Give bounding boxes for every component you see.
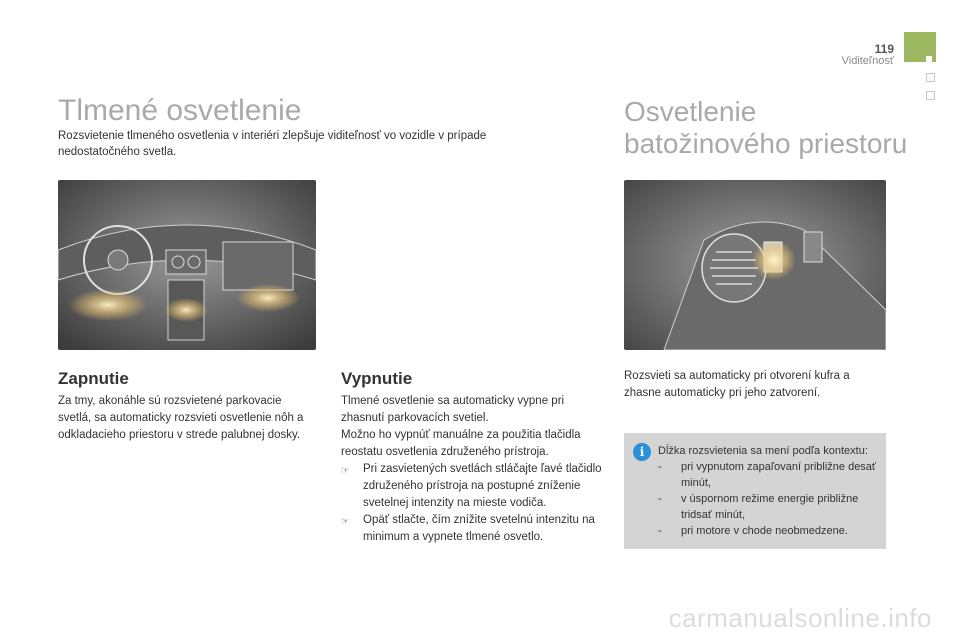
dash-marker: -	[658, 525, 662, 537]
title-line-1: Osvetlenie	[624, 96, 757, 127]
bullet-icon: ☞	[341, 516, 350, 526]
watermark: carmanualsonline.info	[668, 603, 932, 633]
info-content	[658, 443, 882, 539]
zapnutie-text: Za tmy, akonáhle sú rozsvietené parkovacie svetlá, sa automaticky rozsvieti osvetlenie nôh a odkladacieho priestoru v strede palubnej dosky.	[58, 395, 304, 441]
trunk-photo	[624, 180, 886, 350]
info-item-text: v úspornom režime energie približne tridsať minút,	[681, 493, 859, 521]
info-item-text: pri motore v chode neobmedzene.	[681, 525, 848, 537]
chapter-tab-empty-1	[926, 73, 935, 82]
section-title-dimmed-lighting: Tlmené osvetlenie	[58, 94, 302, 127]
interior-dashboard-photo	[58, 180, 316, 350]
list-item	[658, 491, 882, 523]
trunk-illustration	[624, 180, 886, 350]
list-item	[341, 512, 603, 546]
dash-marker: -	[658, 461, 662, 473]
chapter-title: Viditeľnosť	[841, 55, 894, 67]
chapter-tab-empty-2	[926, 91, 935, 100]
info-item-text: pri vypnutom zapaľovaní približne desať minút,	[681, 461, 877, 489]
heading-zapnutie: Zapnutie	[58, 369, 129, 388]
info-title: Dĺžka rozsvietenia sa mení podľa kontextu:	[658, 445, 868, 457]
info-box	[624, 433, 886, 549]
vypnutie-section	[341, 393, 603, 546]
chapter-tab-marker	[926, 56, 932, 62]
list-item	[341, 461, 603, 512]
vypnutie-paragraph-2: Možno ho vypnúť manuálne za použitia tlačidla reostatu osvetlenia združeného prístroja.	[341, 429, 581, 458]
vypnutie-paragraph-1: Tlmené osvetlenie sa automaticky vypne pri zhasnutí parkovacích svetiel.	[341, 395, 565, 424]
dash-marker: -	[658, 493, 662, 505]
info-icon: i	[633, 443, 651, 461]
heading-vypnutie: Vypnutie	[341, 369, 413, 388]
section-title-trunk-lighting	[624, 96, 907, 160]
bullet-text: Opäť stlačte, čím znížite svetelnú intenzitu na minimum a vypnete tlmené osvetlo.	[363, 514, 595, 543]
bullet-icon: ☞	[341, 465, 350, 475]
intro-text: Rozsvietenie tlmeného osvetlenia v interiéri zlepšuje viditeľnosť vo vozidle v prípade nedostatočného svetla.	[58, 130, 487, 158]
bullet-text: Pri zasvietených svetlách stláčajte ľavé tlačidlo združeného prístroja na postupné zníženie svetelnej intenzity na mieste vodiča.	[363, 463, 602, 509]
dashboard-illustration	[58, 180, 316, 350]
title-line-2: batožinového priestoru	[624, 128, 908, 159]
list-item	[658, 459, 882, 491]
list-item	[658, 523, 882, 539]
trunk-lighting-text: Rozsvieti sa automaticky pri otvorení kufra a zhasne automaticky pri jeho zatvorení.	[624, 370, 850, 399]
page-number: 119	[874, 42, 894, 56]
